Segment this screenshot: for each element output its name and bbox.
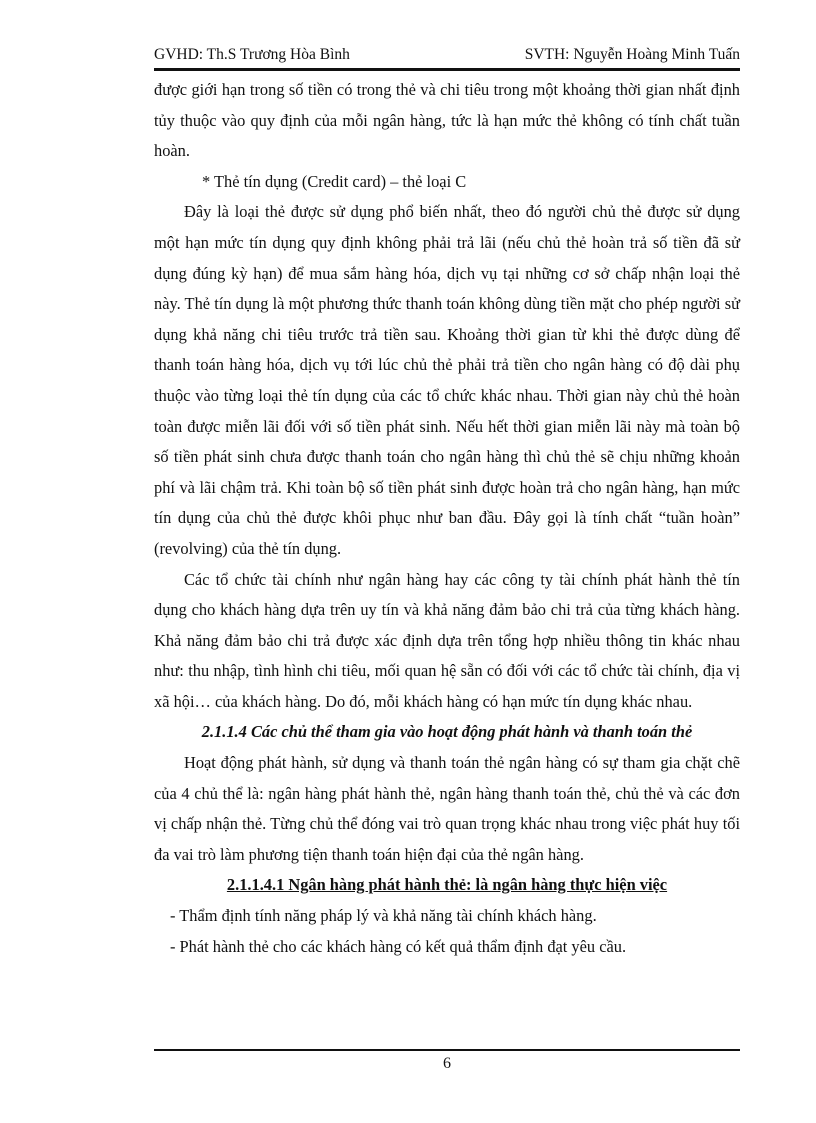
header-supervisor: GVHD: Th.S Trương Hòa Bình [154, 46, 350, 63]
paragraph-credit-limit: Các tổ chức tài chính như ngân hàng hay các công ty tài chính phát hành thẻ tín dụng cho khách hàng dựa trên uy tín và khả năng đảm bảo chi trả của từng khách hàng. Khả năng đảm bảo chi trả được xác định dựa trên tổng hợp nhiều thông tin khác nhau như: thu nhập, tình hình chi tiêu, mối quan hệ sẵn có đối với các tổ chức tài chính, địa vị xã hội… của khách hàng. Do đó, mỗi khách hàng có hạn mức tín dụng khác nhau. [154, 569, 740, 711]
header-student: SVTH: Nguyễn Hoàng Minh Tuấn [524, 46, 740, 63]
footer-divider [154, 1049, 740, 1051]
paragraph-participants: Hoạt động phát hành, sử dụng và thanh toán thẻ ngân hàng có sự tham gia chặt chẽ của 4 chủ thể là: ngân hàng phát hành thẻ, ngân hàng thanh toán thẻ, chủ thẻ và các đơn vị chấp nhận thẻ. Từng chủ thể đóng vai trò quan trọng khác nhau trong việc phát huy tối đa vai trò làm phương tiện thanh toán hiện đại của thẻ ngân hàng. [154, 753, 740, 864]
page-header [154, 42, 740, 71]
subsection-heading: 2.1.1.4.1 Ngân hàng phát hành thẻ: là ngân hàng thực hiện việc [226, 875, 668, 895]
page-number: 6 [443, 1055, 451, 1072]
bullet-item: - Thẩm định tính năng pháp lý và khả năng tài chính khách hàng. [170, 906, 597, 926]
document-body [154, 75, 740, 962]
paragraph-credit-card: Đây là loại thẻ được sử dụng phổ biến nhất, theo đó người chủ thẻ được sử dụng một hạn mức tín dụng quy định không phải trả lãi (nếu chủ thẻ hoàn trả số tiền đã sử dụng đúng kỳ hạn) để mua sắm hàng hóa, dịch vụ tại những cơ sở chấp nhận loại thẻ này. Thẻ tín dụng là một phương thức thanh toán không dùng tiền mặt cho phép người sử dụng khả năng chi tiêu trước trả tiền sau. Khoảng thời gian từ khi thẻ được dùng để thanh toán hàng hóa, dịch vụ tới lúc chủ thẻ phải trả tiền cho ngân hàng có độ dài phụ thuộc vào từng loại thẻ tín dụng của các tổ chức khác nhau. Thời gian này chủ thẻ hoàn toàn được miễn lãi đối với số tiền phát sinh. Nếu hết thời gian miễn lãi này mà toàn bộ số tiền phát sinh chưa được thanh toán cho ngân hàng thì chủ thẻ sẽ chịu những khoản phí và lãi chậm trả. Khi toàn bộ số tiền phát sinh được hoàn trả cho ngân hàng, hạn mức tín dụng của chủ thẻ được khôi phục như ban đầu. Đây gọi là tính chất “tuần hoàn” (revolving) của thẻ tín dụng. [154, 202, 740, 558]
bullet-item: - Phát hành thẻ cho các khách hàng có kết quả thẩm định đạt yêu cầu. [170, 936, 627, 956]
credit-card-subtitle: * Thẻ tín dụng (Credit card) – thẻ loại C [202, 171, 467, 191]
paragraph-continued: được giới hạn trong số tiền có trong thẻ và chi tiêu trong một khoảng thời gian nhất định tủy thuộc vào quy định của mỗi ngân hàng, tức là hạn mức thẻ không có tính chất tuần hoàn. [154, 80, 740, 161]
section-heading: 2.1.1.4 Các chủ thể tham gia vào hoạt động phát hành và thanh toán thẻ [201, 722, 693, 742]
document-page [154, 0, 740, 1123]
